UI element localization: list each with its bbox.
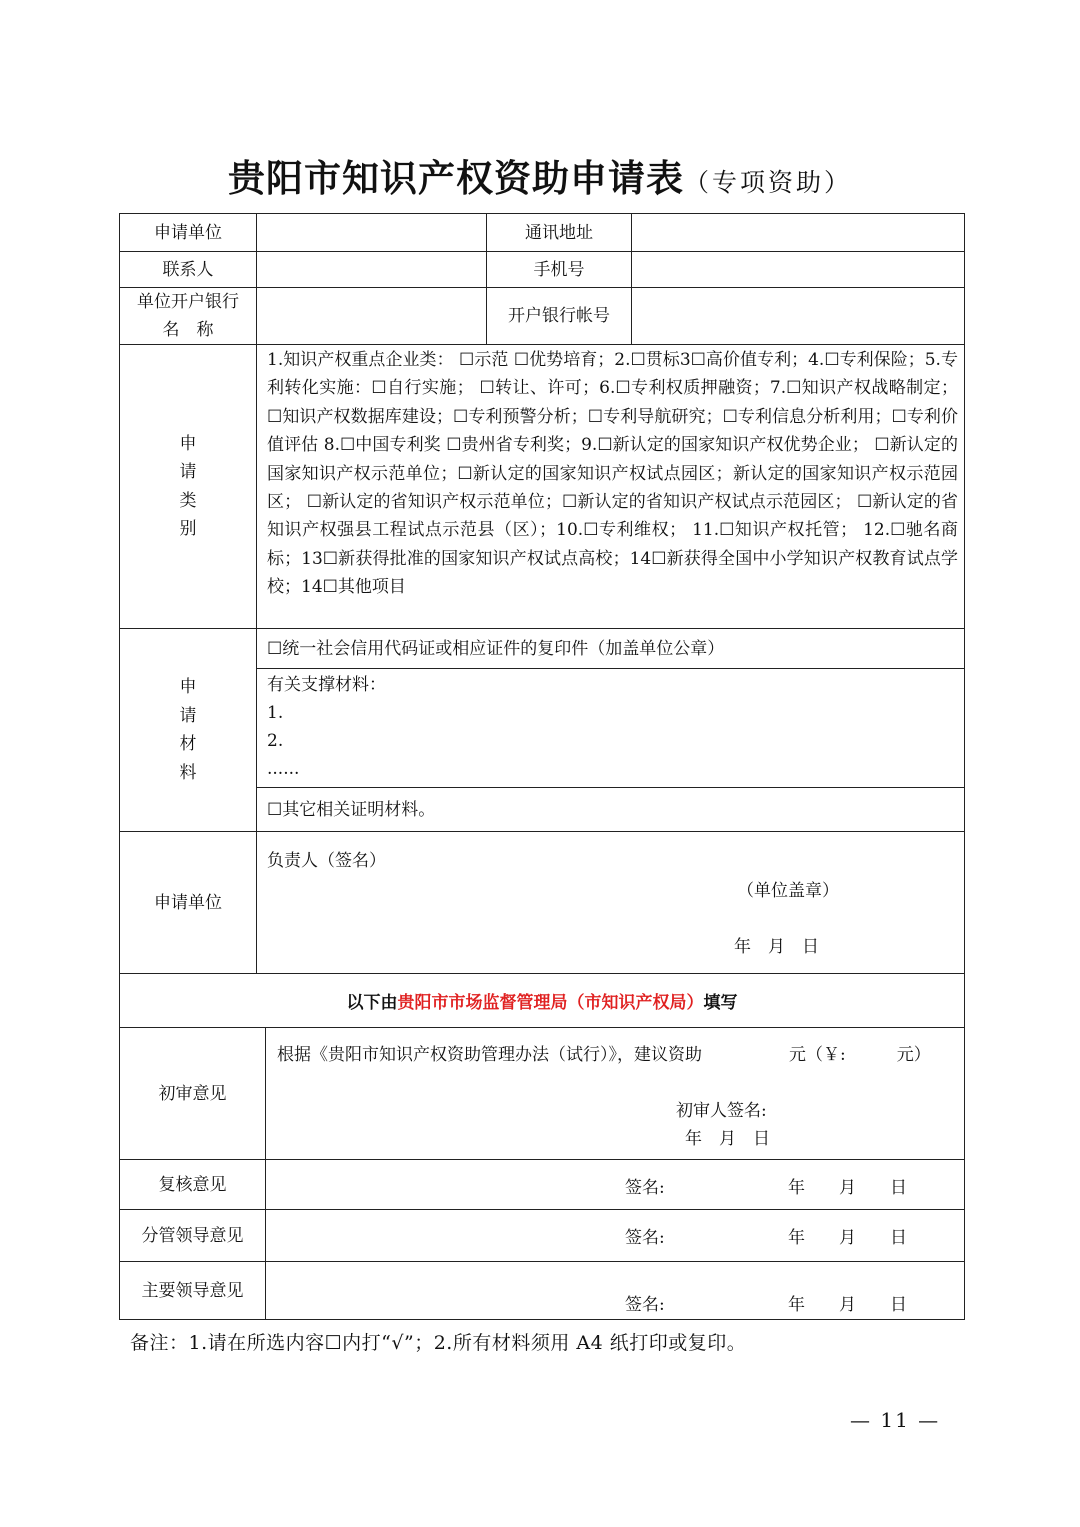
field-bank-account[interactable] (632, 288, 965, 345)
responsible-signature: 负责人（签名） (267, 851, 386, 871)
signature-date: 年 月 日 (734, 937, 819, 957)
row-contact (120, 252, 965, 288)
label-category-char: 别 (179, 519, 197, 539)
label-category-char: 申 (179, 433, 197, 454)
field-phone[interactable] (632, 252, 965, 288)
label-contact: 联系人 (120, 252, 257, 288)
office-prefix: 以下由 (346, 993, 398, 1013)
row-material-license (120, 629, 965, 669)
form-title-sub: （专项资助） (683, 168, 852, 197)
support-title: 有关支撑材料： (267, 675, 386, 695)
label-deputy-leader: 分管领导意见 (120, 1210, 266, 1262)
category-options[interactable]: 1.知识产权重点企业类： ☐示范 ☐优势培育；2.☐贯标3☐高价值专利；4.☐专利保险；5.专利转化实施：☐自行实施； ☐转让、许可；6.☐专利权质押融资；7.☐知识产权战略制定；☐知识产权数据库建设；☐专利预警分析；☐专利导航研究；☐专利信息分析利用；☐专利价值评估 8.☐中国专利奖 ☐贵州省专利奖；9.☐新认定的国家知识产权优势企业； ☐新认定的国家知识产权示范单位；☐新认定的国家知识产权试点园区；新认定的国家知识产权示范园区； ☐新认定的省知识产权示范单位；☐新认定的省知识产权试点示范园区； ☐新认定的省知识产权强县工程试点示范县（区）；10.☐专利维权； 11.☐知识产权托管； 12.☐驰名商标；13☐新获得批准的国家知识产权试点高校；14☐新获得全国中小学知识产权教育试点学校；14☐其他项目 (257, 345, 965, 629)
row-signature (120, 832, 965, 974)
row-bank (120, 288, 965, 345)
review-basis-text: 根据《贵阳市知识产权资助管理办法（试行）》，建议资助 (277, 1045, 702, 1065)
office-banner (120, 974, 965, 1028)
deputy-sign: 签名: (625, 1228, 665, 1248)
label-initial-review: 初审意见 (120, 1028, 266, 1160)
label-category (120, 345, 257, 629)
review-signer: 初审人签名: (676, 1101, 767, 1121)
row-initial-review (120, 1028, 965, 1160)
review-amount: 元（￥: 元） (789, 1045, 931, 1065)
field-address[interactable] (632, 214, 965, 252)
label-applicant-unit: 申请单位 (120, 214, 257, 252)
label-materials-char: 请 (179, 705, 197, 726)
label-phone: 手机号 (487, 252, 632, 288)
signature-area[interactable] (257, 832, 965, 974)
label-recheck: 复核意见 (120, 1160, 266, 1210)
row-chief-leader (120, 1262, 965, 1320)
label-address: 通讯地址 (487, 214, 632, 252)
label-signature-unit: 申请单位 (120, 832, 257, 974)
recheck-sign: 签名: (625, 1178, 665, 1198)
label-bank-account: 开户银行帐号 (487, 288, 632, 345)
chief-date: 年 月 日 (788, 1295, 907, 1315)
material-license-checkbox[interactable]: ☐统一社会信用代码证或相应证件的复印件（加盖单位公章） (257, 629, 965, 669)
recheck-area[interactable] (266, 1160, 965, 1210)
review-date: 年 月 日 (685, 1129, 770, 1149)
row-office-banner (120, 974, 965, 1028)
label-category-char: 请 (179, 462, 197, 482)
deputy-date: 年 月 日 (788, 1228, 907, 1248)
chief-leader-area[interactable] (266, 1262, 965, 1320)
label-materials-char: 材 (179, 734, 197, 754)
label-materials-char: 申 (179, 677, 197, 697)
label-category-char: 类 (179, 490, 197, 511)
material-support[interactable] (257, 669, 965, 788)
field-bank-name[interactable] (257, 288, 487, 345)
chief-sign: 签名: (625, 1295, 665, 1315)
support-item-1: 1. (267, 703, 284, 723)
label-bank-name (120, 288, 257, 345)
label-bank-name-line2: 名 称 (162, 320, 214, 340)
form-title-main: 贵阳市知识产权资助申请表 (227, 156, 684, 200)
office-agency: 贵阳市市场监督管理局（市知识产权局） (397, 993, 704, 1013)
application-form-table (119, 213, 965, 1320)
support-ellipsis: ...... (267, 759, 300, 779)
recheck-date: 年 月 日 (788, 1178, 907, 1198)
office-suffix: 填写 (703, 993, 738, 1013)
label-materials-char: 料 (179, 762, 197, 783)
page-number: — 11 — (850, 1408, 941, 1432)
initial-review-area[interactable] (266, 1028, 965, 1160)
row-recheck (120, 1160, 965, 1210)
support-item-2: 2. (267, 731, 284, 751)
row-deputy-leader (120, 1210, 965, 1262)
form-title (0, 148, 1080, 202)
row-category (120, 345, 965, 629)
field-applicant-unit[interactable] (257, 214, 487, 252)
row-applicant (120, 214, 965, 252)
label-bank-name-line1: 单位开户银行 (137, 292, 239, 312)
footnote: 备注：1.请在所选内容☐内打“√”；2.所有材料须用 A4 纸打印或复印。 (130, 1332, 747, 1354)
unit-seal: （单位盖章） (737, 881, 839, 901)
label-materials (120, 629, 257, 832)
label-chief-leader: 主要领导意见 (120, 1262, 266, 1320)
field-contact[interactable] (257, 252, 487, 288)
deputy-leader-area[interactable] (266, 1210, 965, 1262)
material-other-checkbox[interactable]: ☐其它相关证明材料。 (257, 788, 965, 832)
